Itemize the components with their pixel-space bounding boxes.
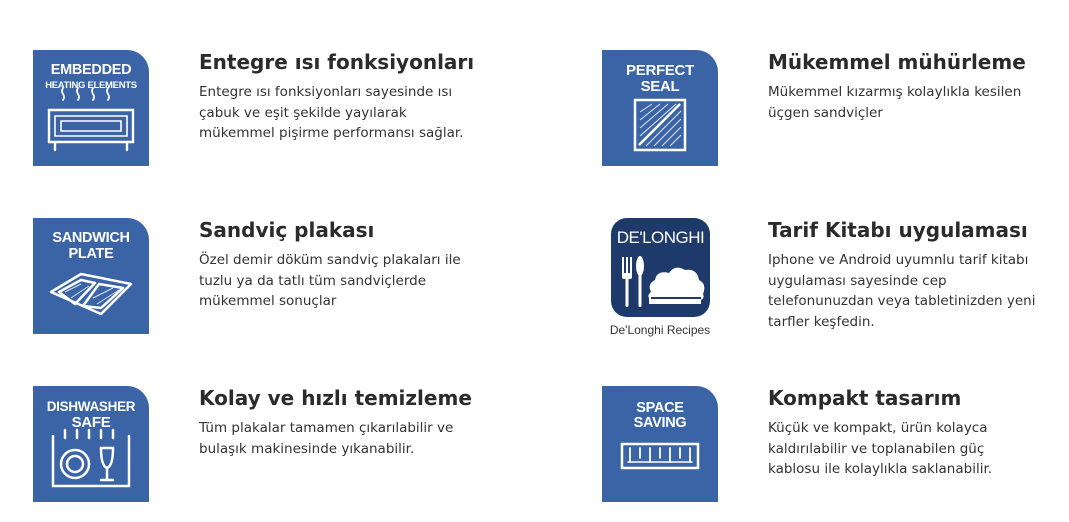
badge-line2: SAFE (71, 414, 111, 431)
triangle-sandwich-icon (602, 50, 718, 166)
dishwasher-icon (33, 386, 149, 502)
feature-title: Sandviç plakası (199, 218, 375, 242)
feature-title: Entegre ısı fonksiyonları (199, 50, 475, 74)
space-saving-ruler-icon (602, 386, 718, 502)
feature-space-saving (602, 386, 1069, 516)
feature-title: Kolay ve hızlı temizleme (199, 386, 472, 410)
feature-embedded-heating (33, 50, 513, 180)
feature-description: Entegre ısı fonksiyonları sayesinde ısı çabuk ve eşit şekilde yayılarak mükemmel pişirme performansı sağlar. (199, 84, 464, 141)
badge-line2: PLATE (68, 246, 114, 262)
space-saving-badge (602, 386, 718, 502)
sandwich-plate-badge (33, 218, 149, 334)
feature-description: Tüm plakalar tamamen çıkarılabilir ve bulaşık makinesinde yıkanabilir. (199, 420, 454, 457)
feature-description: Küçük ve kompakt, ürün kolayca kaldırılabilir ve toplanabilen güç kablosu ile kolaylıkla saklanabilir. (768, 420, 993, 477)
feature-dishwasher-safe (33, 386, 513, 516)
sandwich-plate-icon (33, 218, 149, 334)
feature-recipe-app (602, 218, 1069, 348)
badge-line1: SANDWICH (52, 230, 130, 246)
feature-title: Tarif Kitabı uygulaması (768, 218, 1028, 242)
app-caption: De'Longhi Recipes (609, 323, 711, 337)
app-brand: DE'LONGHI (616, 228, 705, 247)
cutlery-chef-hat-icon (611, 218, 710, 317)
badge-line1: PERFECT (626, 62, 694, 79)
feature-title: Kompakt tasarım (768, 386, 962, 410)
feature-perfect-seal (602, 50, 1069, 180)
badge-line1: DISHWASHER (46, 399, 136, 414)
badge-line2: SAVING (633, 415, 687, 431)
feature-description: Mükemmel kızarmış kolaylıkla kesilen üçgen sandviçler (768, 84, 1022, 121)
recipe-app-icon[interactable] (611, 218, 710, 317)
badge-line1: SPACE (636, 400, 684, 416)
badge-line2: SEAL (640, 78, 680, 95)
perfect-seal-badge (602, 50, 718, 166)
heating-element-icon (33, 50, 149, 166)
feature-title: Mükemmel mühürleme (768, 50, 1026, 74)
feature-description: Özel demir döküm sandviç plakaları ile tuzlu ya da tatlı tüm sandviçlerde mükemmel sonuçlar (199, 252, 461, 309)
recipe-app-tile[interactable] (602, 218, 718, 338)
badge-line1: EMBEDDED (50, 62, 132, 78)
feature-sandwich-plate (33, 218, 513, 348)
feature-description: Iphone ve Android uyumnlu tarif kitabı uygulaması sayesinde cep telefonunuzdan veya tabletinizden yeni tarfler keşfedin. (768, 252, 1036, 330)
badge-line2: HEATING ELEMENTS (45, 80, 137, 91)
dishwasher-safe-badge (33, 386, 149, 502)
embedded-heating-badge (33, 50, 149, 166)
